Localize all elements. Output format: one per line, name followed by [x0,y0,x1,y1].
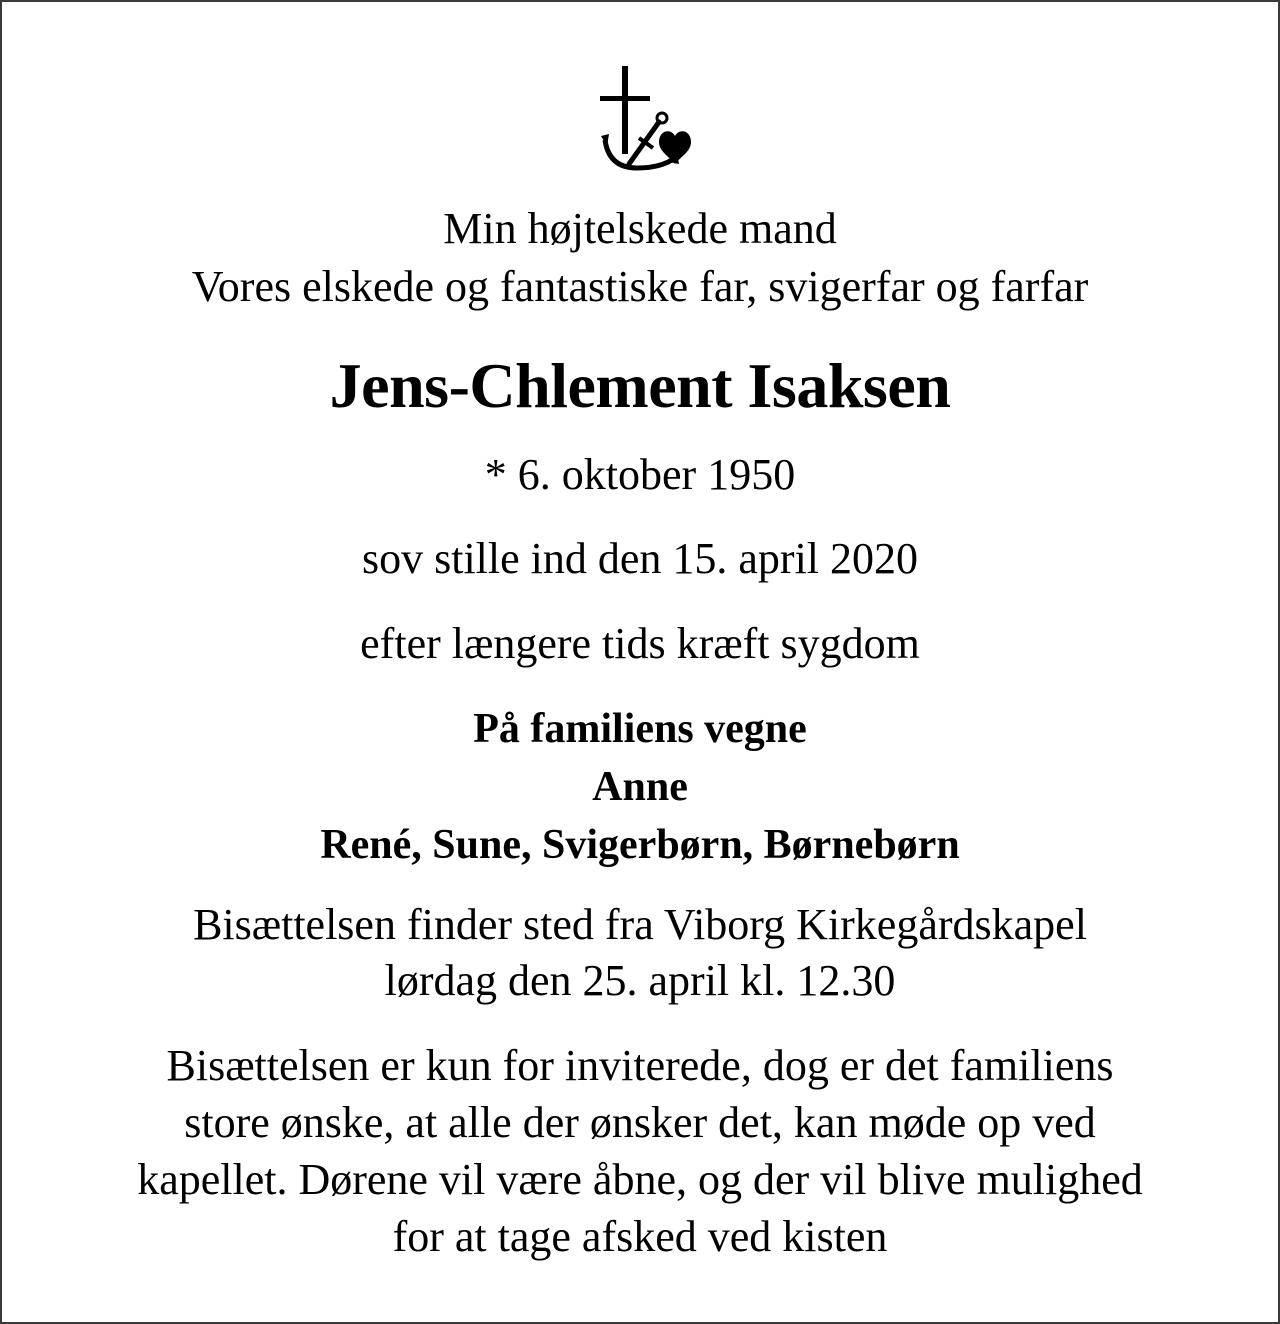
note-line: kapellet. Dørene vil være åbne, og der vil blive mulighed [137,1155,1143,1204]
intro-text [2,200,1278,316]
death-date: sov stille ind den 15. april 2020 [361,534,919,583]
note-line: Bisættelsen er kun for inviterede, dog er det familiens [166,1041,1114,1090]
family-signature [2,700,1278,874]
service-line: lørdag den 25. april kl. 12.30 [384,956,896,1005]
cross-anchor-heart-icon [587,64,697,172]
intro-line: Vores elskede og fantastiske far, svigerfar og farfar [191,262,1089,311]
intro-line: Min højtelskede mand [443,204,837,253]
additional-note [2,1037,1278,1265]
birth-date: * 6. oktober 1950 [484,450,796,499]
cause-text: efter længere tids kræft sygdom [360,619,920,668]
service-line: Bisættelsen finder sted fra Viborg Kirkegårdskapel [193,900,1087,949]
note-line: store ønske, at alle der ønsker det, kan møde op ved [184,1098,1096,1147]
family-line: På familiens vegne [473,706,807,752]
family-line: Anne [592,764,688,810]
deceased-name: Jens-Chlement Isaksen [329,350,951,421]
family-line: René, Sune, Svigerbørn, Børnebørn [320,822,960,868]
note-line: for at tage afsked ved kisten [392,1212,888,1261]
service-info [2,897,1278,1009]
